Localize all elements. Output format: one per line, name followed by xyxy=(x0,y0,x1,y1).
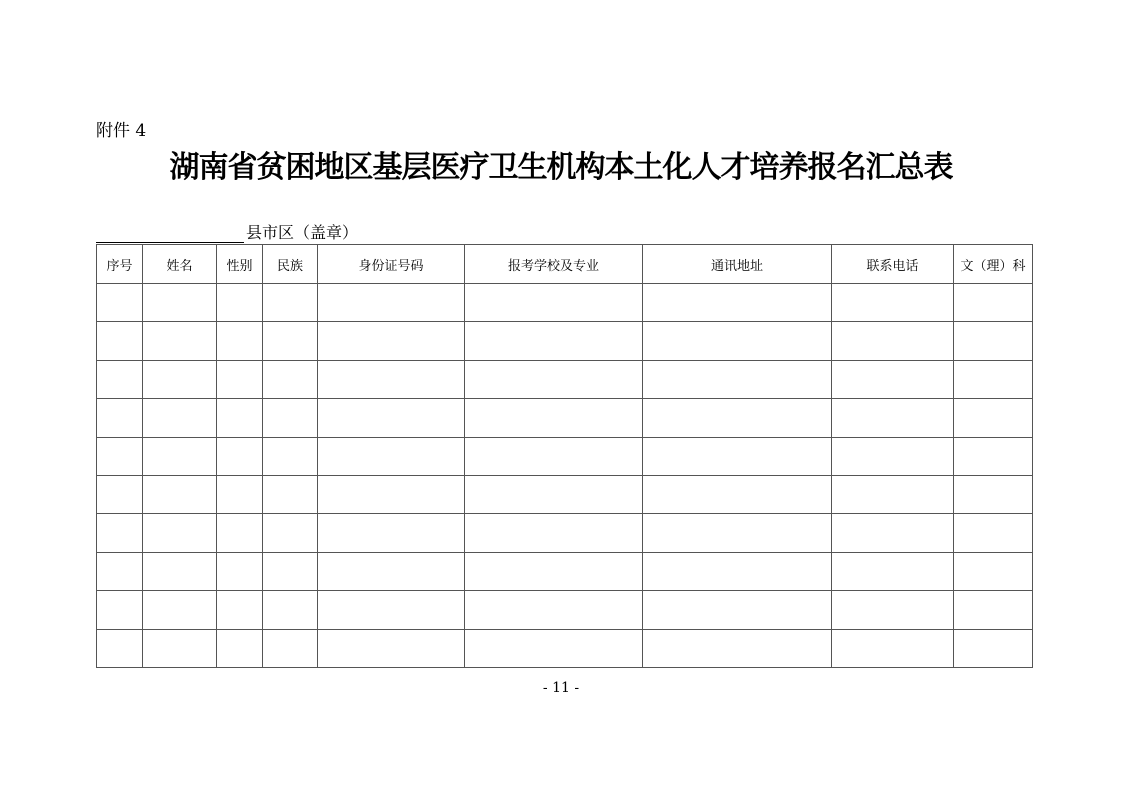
column-header: 文（理）科 xyxy=(954,245,1033,284)
table-cell[interactable] xyxy=(97,360,143,398)
table-row xyxy=(97,360,1033,398)
table-row xyxy=(97,629,1033,667)
table-cell[interactable] xyxy=(318,399,465,437)
table-cell[interactable] xyxy=(832,360,954,398)
table-cell[interactable] xyxy=(217,284,263,322)
table-cell[interactable] xyxy=(643,591,832,629)
table-cell[interactable] xyxy=(318,514,465,552)
table-cell[interactable] xyxy=(143,629,217,667)
table-cell[interactable] xyxy=(465,475,643,513)
table-row xyxy=(97,514,1033,552)
table-cell[interactable] xyxy=(143,437,217,475)
table-cell[interactable] xyxy=(217,360,263,398)
table-cell[interactable] xyxy=(954,399,1033,437)
table-cell[interactable] xyxy=(263,591,318,629)
table-cell[interactable] xyxy=(143,475,217,513)
table-cell[interactable] xyxy=(832,399,954,437)
table-cell[interactable] xyxy=(217,322,263,360)
table-cell[interactable] xyxy=(143,284,217,322)
table-cell[interactable] xyxy=(465,514,643,552)
table-cell[interactable] xyxy=(318,629,465,667)
table-cell[interactable] xyxy=(954,475,1033,513)
column-header: 通讯地址 xyxy=(643,245,832,284)
table-cell[interactable] xyxy=(832,322,954,360)
county-blank xyxy=(96,222,244,243)
table-cell[interactable] xyxy=(97,322,143,360)
table-header-row xyxy=(97,245,1033,284)
table-cell[interactable] xyxy=(643,475,832,513)
table-cell[interactable] xyxy=(217,475,263,513)
table-cell[interactable] xyxy=(318,360,465,398)
table-cell[interactable] xyxy=(263,552,318,590)
table-row xyxy=(97,399,1033,437)
table-cell[interactable] xyxy=(954,322,1033,360)
table-cell[interactable] xyxy=(954,629,1033,667)
table-cell[interactable] xyxy=(97,475,143,513)
table-cell[interactable] xyxy=(643,437,832,475)
column-header: 身份证号码 xyxy=(318,245,465,284)
table-cell[interactable] xyxy=(143,514,217,552)
table-cell[interactable] xyxy=(832,552,954,590)
column-header: 民族 xyxy=(263,245,318,284)
table-cell[interactable] xyxy=(217,437,263,475)
table-cell[interactable] xyxy=(643,284,832,322)
table-cell[interactable] xyxy=(263,475,318,513)
table-cell[interactable] xyxy=(465,284,643,322)
table-cell[interactable] xyxy=(832,475,954,513)
table-cell[interactable] xyxy=(97,629,143,667)
table-cell[interactable] xyxy=(832,437,954,475)
registration-table xyxy=(96,244,1033,668)
table-cell[interactable] xyxy=(954,437,1033,475)
table-cell[interactable] xyxy=(263,629,318,667)
table-cell[interactable] xyxy=(643,360,832,398)
table-cell[interactable] xyxy=(832,284,954,322)
table-row xyxy=(97,591,1033,629)
table-cell[interactable] xyxy=(643,322,832,360)
county-line xyxy=(96,220,358,243)
table-cell[interactable] xyxy=(832,629,954,667)
table-cell[interactable] xyxy=(263,284,318,322)
table-cell[interactable] xyxy=(318,322,465,360)
county-label: 县市区（盖章） xyxy=(246,223,359,242)
table-cell[interactable] xyxy=(465,629,643,667)
table-cell[interactable] xyxy=(465,322,643,360)
column-header: 性别 xyxy=(217,245,263,284)
table-cell[interactable] xyxy=(954,514,1033,552)
table-cell[interactable] xyxy=(97,514,143,552)
table-cell[interactable] xyxy=(217,514,263,552)
table-row xyxy=(97,437,1033,475)
table-row xyxy=(97,552,1033,590)
table-cell[interactable] xyxy=(263,514,318,552)
table-cell[interactable] xyxy=(143,322,217,360)
table-cell[interactable] xyxy=(954,284,1033,322)
table-cell[interactable] xyxy=(643,399,832,437)
table-row xyxy=(97,475,1033,513)
table-cell[interactable] xyxy=(954,360,1033,398)
table-cell[interactable] xyxy=(217,591,263,629)
table-cell[interactable] xyxy=(318,475,465,513)
table-cell[interactable] xyxy=(263,437,318,475)
column-header: 联系电话 xyxy=(832,245,954,284)
table-cell[interactable] xyxy=(954,552,1033,590)
table-cell[interactable] xyxy=(143,591,217,629)
column-header: 报考学校及专业 xyxy=(465,245,643,284)
table-cell[interactable] xyxy=(217,399,263,437)
table-cell[interactable] xyxy=(832,514,954,552)
table-cell[interactable] xyxy=(465,591,643,629)
table-cell[interactable] xyxy=(318,284,465,322)
table-row xyxy=(97,322,1033,360)
table-cell[interactable] xyxy=(318,552,465,590)
table-cell[interactable] xyxy=(954,591,1033,629)
page-title: 湖南省贫困地区基层医疗卫生机构本土化人才培养报名汇总表 xyxy=(169,150,953,185)
table-cell[interactable] xyxy=(97,284,143,322)
table-cell[interactable] xyxy=(263,322,318,360)
table-cell[interactable] xyxy=(318,591,465,629)
table-row xyxy=(97,284,1033,322)
table-cell[interactable] xyxy=(643,514,832,552)
attachment-label: 附件 4 xyxy=(96,121,147,141)
table-cell[interactable] xyxy=(97,437,143,475)
table-cell[interactable] xyxy=(217,552,263,590)
table-cell[interactable] xyxy=(97,399,143,437)
table-cell[interactable] xyxy=(217,629,263,667)
table-cell[interactable] xyxy=(465,399,643,437)
table-cell[interactable] xyxy=(143,552,217,590)
table-cell[interactable] xyxy=(465,552,643,590)
table-cell[interactable] xyxy=(263,360,318,398)
table-cell[interactable] xyxy=(97,591,143,629)
table-cell[interactable] xyxy=(643,552,832,590)
table-cell[interactable] xyxy=(465,360,643,398)
column-header: 序号 xyxy=(97,245,143,284)
column-header: 姓名 xyxy=(143,245,217,284)
table-cell[interactable] xyxy=(263,399,318,437)
table-cell[interactable] xyxy=(832,591,954,629)
table-cell[interactable] xyxy=(97,552,143,590)
table-cell[interactable] xyxy=(643,629,832,667)
table-cell[interactable] xyxy=(143,360,217,398)
table-cell[interactable] xyxy=(318,437,465,475)
table-cell[interactable] xyxy=(465,437,643,475)
page-number: - 11 - xyxy=(542,680,580,696)
table-cell[interactable] xyxy=(143,399,217,437)
